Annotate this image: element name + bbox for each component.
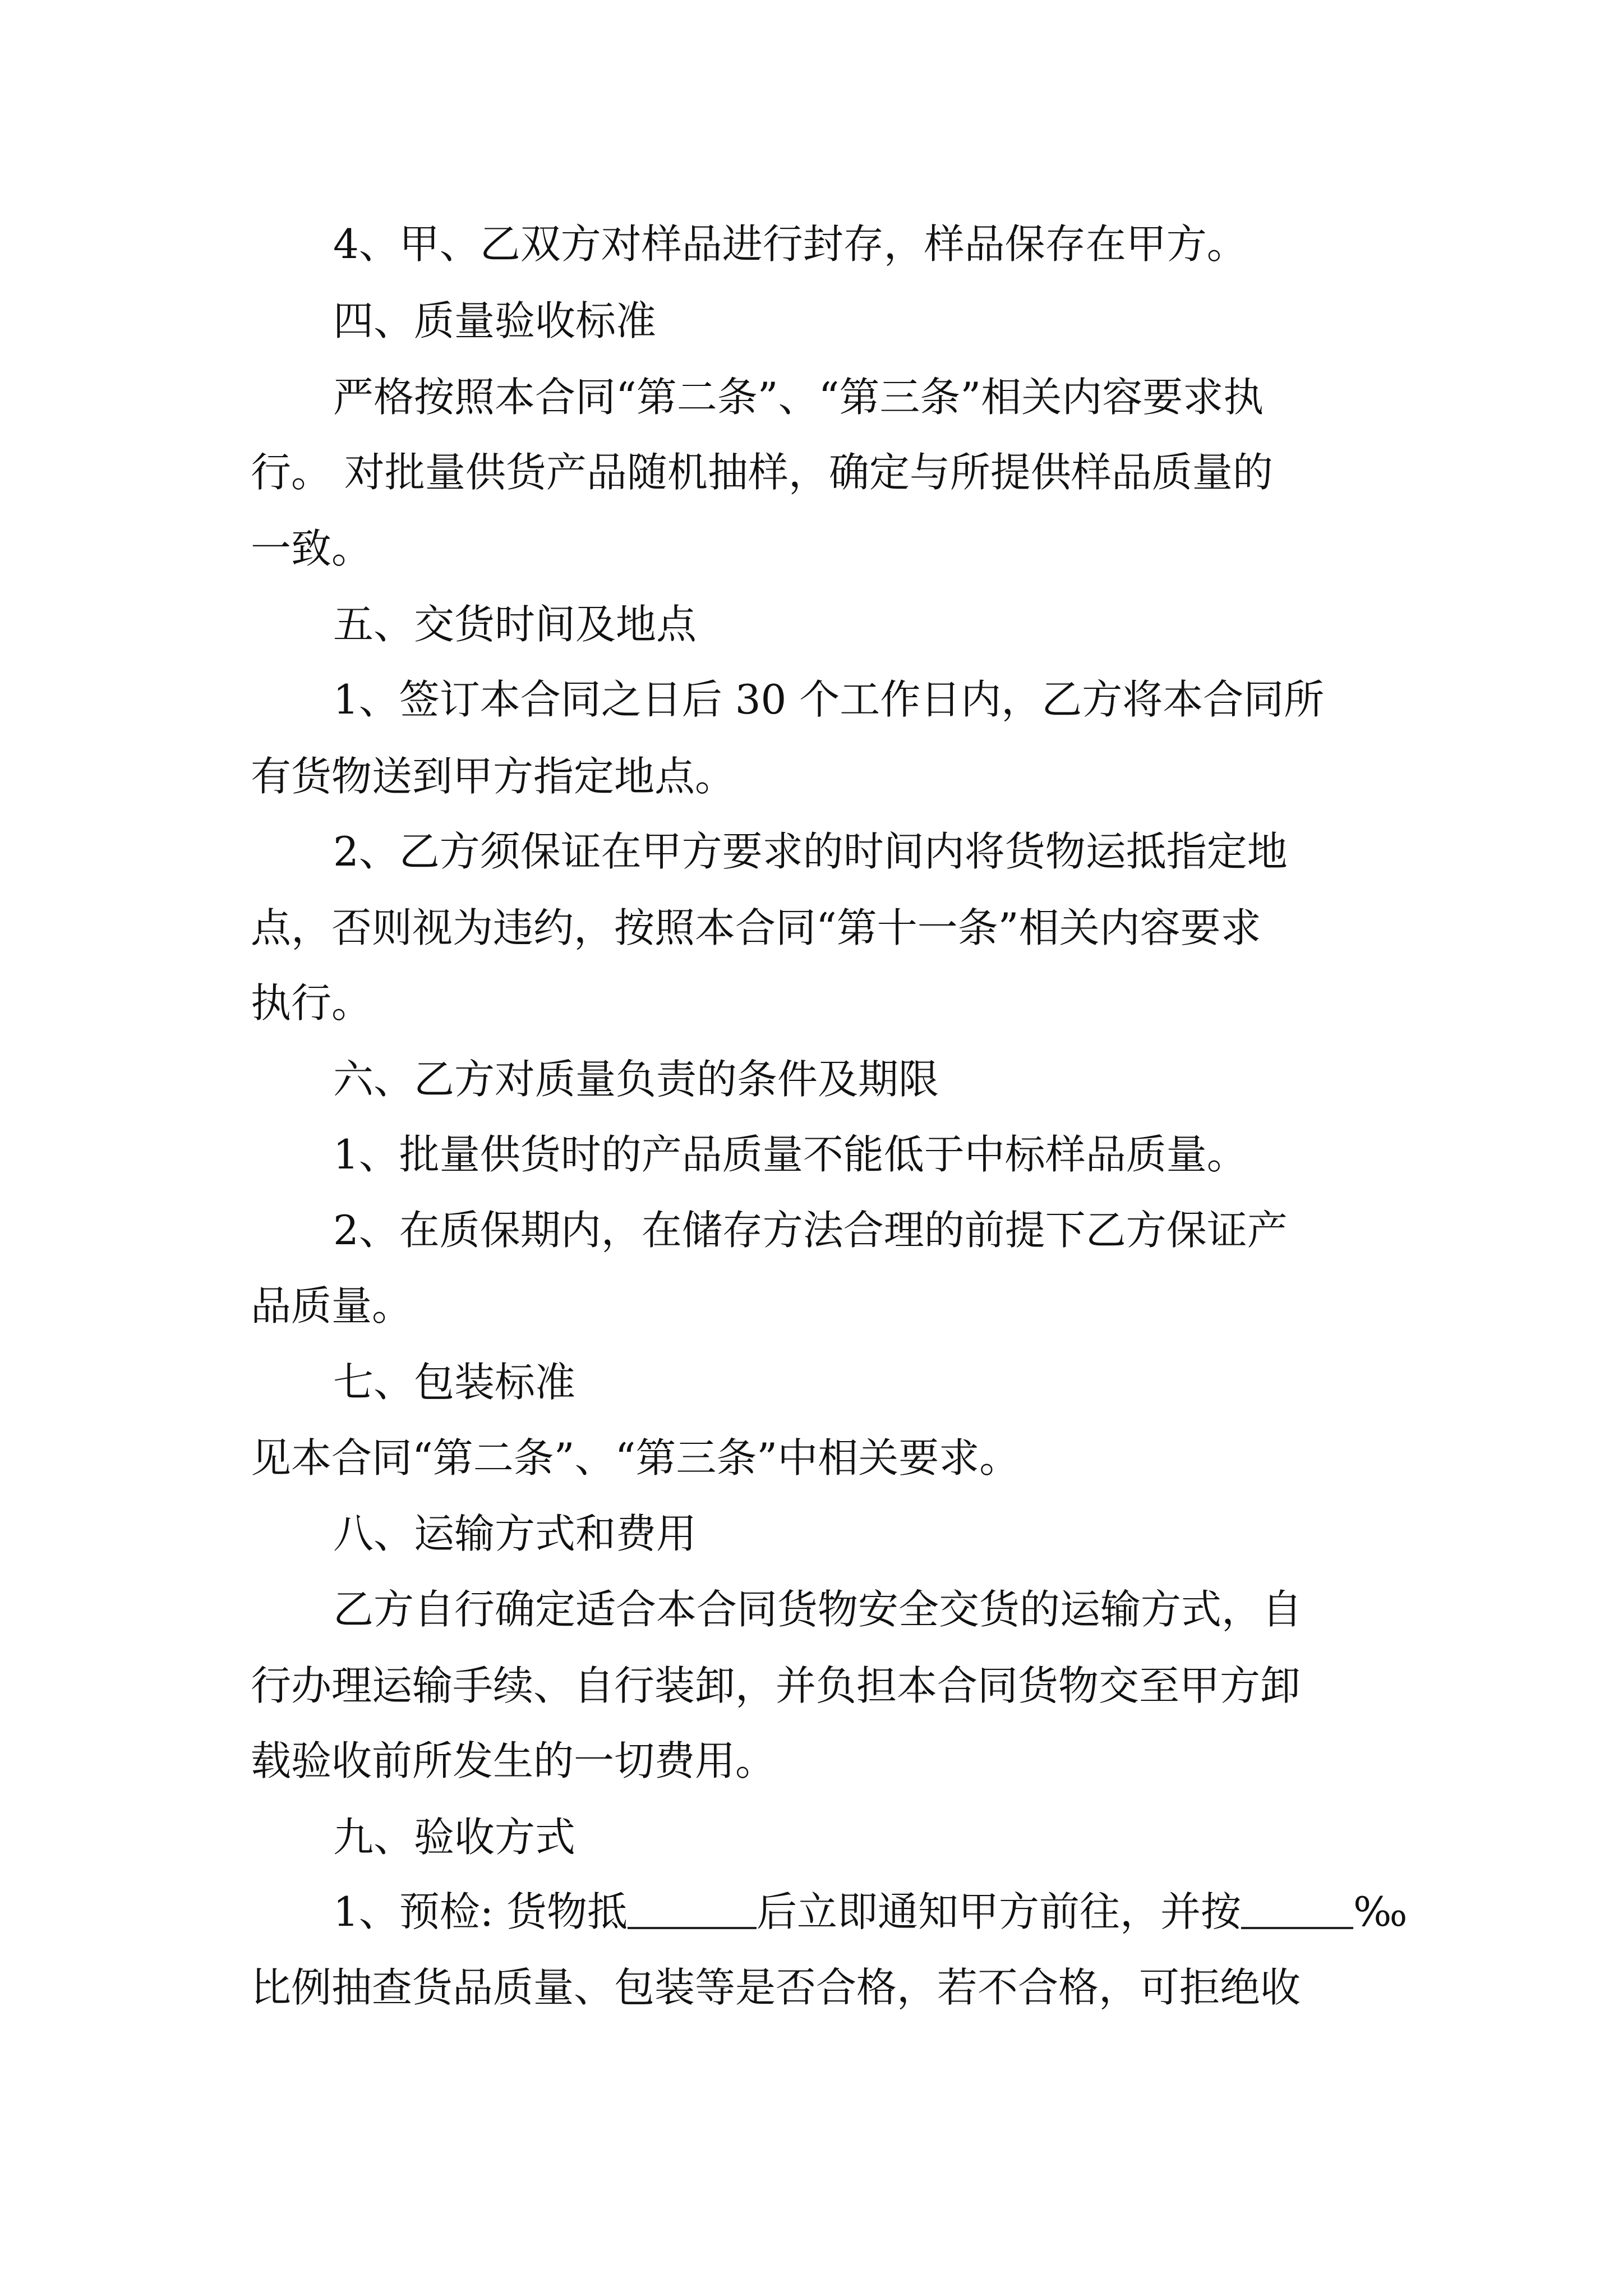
text-line: 严格按照本合同“第二条”、“第三条”相关内容要求执 [333,374,1264,421]
section-heading: 九、验收方式 [333,1814,576,1861]
text-line: 4、甲、乙双方对样品进行封存，样品保存在甲方。 [333,220,1247,268]
fill-in-blank [628,1893,757,1929]
text-line: 见本合同“第二条”、“第三条”中相关要求。 [251,1434,1020,1481]
text-line: 行办理运输手续、自行装卸，并负担本合同货物交至甲方卸 [251,1662,1301,1709]
text-line: 2、在质保期内，在储存方法合理的前提下乙方保证产 [333,1207,1288,1254]
text-line: 乙方自行确定适合本合同货物安全交货的运输方式，自 [333,1586,1303,1633]
text-segment: 1、预检: 货物抵 [333,1888,628,1935]
text-line: 执行。 [251,979,372,1027]
section-heading: 六、乙方对质量负责的条件及期限 [333,1056,939,1103]
section-heading: 七、包装标准 [333,1359,576,1406]
text-line: 2、乙方须保证在甲方要求的时间内将货物运抵指定地 [333,828,1288,875]
text-line: 点，否则视为违约，按照本合同“第十一条”相关内容要求 [251,904,1261,951]
text-line: 1、签订本合同之日后 30 个工作日内，乙方将本合同所 [333,676,1325,723]
text-line: 一致。 [251,525,372,572]
text-line: 载验收前所发生的一切费用。 [251,1737,776,1784]
section-heading: 八、运输方式和费用 [333,1510,697,1557]
text-line: 比例抽查货品质量、包装等是否合格，若不合格，可拒绝收 [251,1964,1301,2011]
section-heading: 四、质量验收标准 [333,297,657,344]
text-line: 1、批量供货时的产品质量不能低于中标样品质量。 [333,1131,1247,1178]
text-line: 有货物送到甲方指定地点。 [251,753,736,800]
text-line: 行。 对批量供货产品随机抽样，确定与所提供样品质量的 [251,449,1273,496]
text-line: 品质量。 [251,1282,413,1329]
text-line-with-blanks [333,1884,1408,1940]
text-segment: 后立即通知甲方前往，并按 [756,1888,1241,1935]
section-heading: 五、交货时间及地点 [333,601,697,648]
fill-in-blank [1241,1893,1353,1929]
text-segment: ‰ [1353,1888,1408,1935]
